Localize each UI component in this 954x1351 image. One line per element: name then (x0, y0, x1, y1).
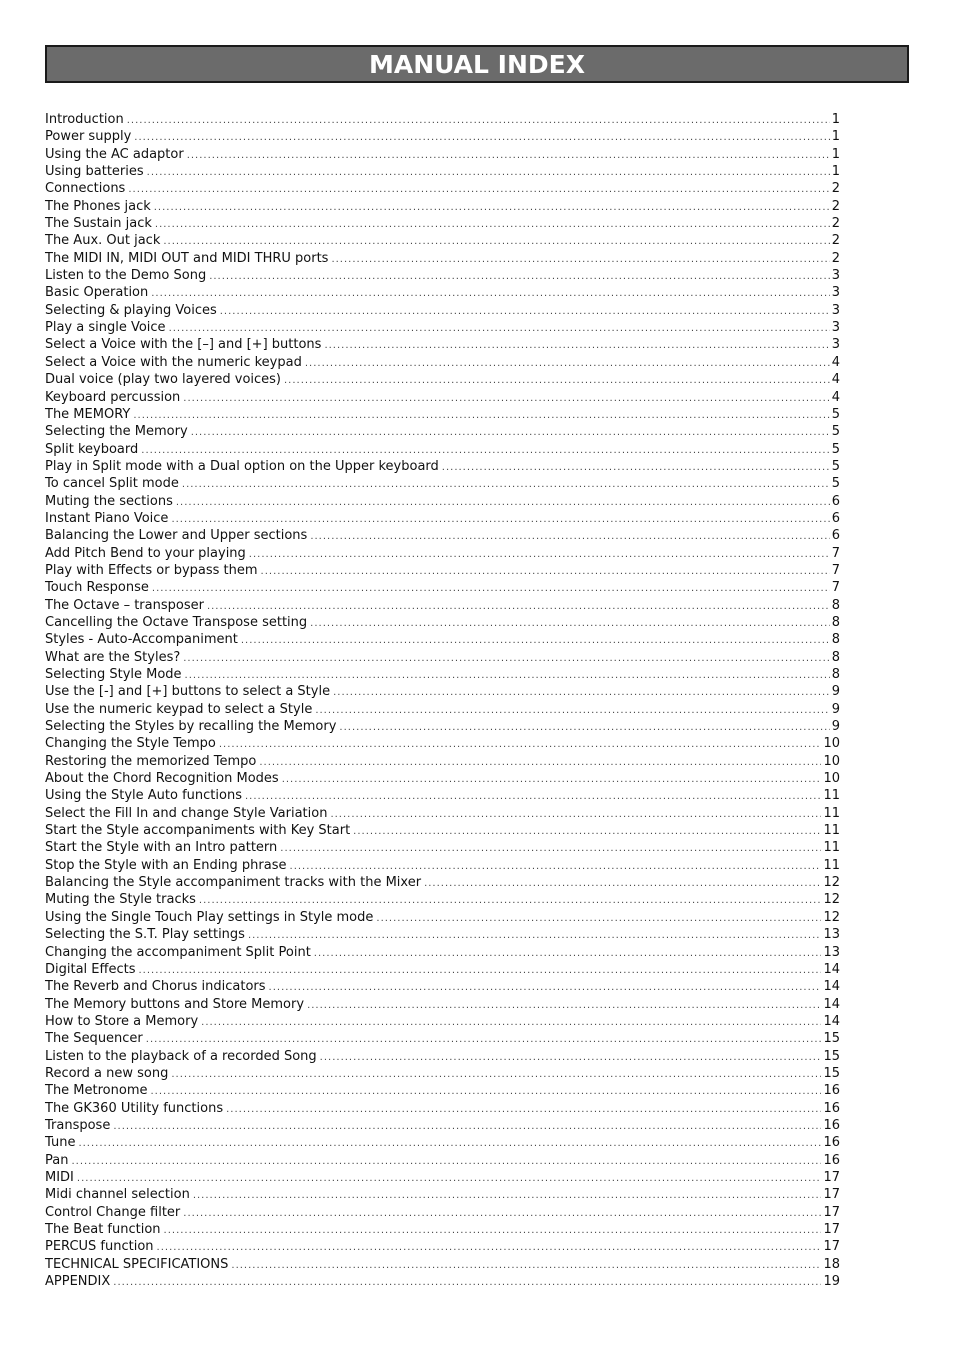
toc-leader-dots (226, 1101, 821, 1118)
toc-entry-label: The Reverb and Chorus indicators (45, 979, 266, 995)
toc-leader-dots (176, 494, 830, 511)
toc-leader-dots (305, 355, 830, 372)
toc-entry-page-number: 4 (831, 354, 840, 370)
toc-leader-dots (134, 129, 829, 146)
toc-entry-page-number: 2 (831, 198, 840, 214)
toc-entry-label: The MIDI IN, MIDI OUT and MIDI THRU ports (45, 250, 329, 266)
toc-entry[interactable] (45, 631, 840, 648)
toc-entry-page-number: 5 (831, 441, 840, 457)
toc-entry-label: Listen to the Demo Song (45, 268, 207, 284)
toc-entry-label: Muting the sections (45, 493, 173, 509)
toc-entry-page-number: 3 (831, 320, 840, 336)
toc-entry-label: Styles - Auto-Accompaniment (45, 632, 238, 648)
toc-entry-page-number: 16 (823, 1083, 840, 1099)
toc-leader-dots (128, 181, 829, 198)
toc-leader-dots (147, 164, 830, 181)
toc-entry-label: Select a Voice with the [–] and [+] buttons (45, 337, 322, 353)
toc-entry-page-number: 5 (831, 476, 840, 492)
toc-entry-page-number: 12 (823, 892, 840, 908)
toc-entry[interactable] (45, 961, 840, 978)
toc-entry[interactable] (45, 284, 840, 301)
toc-entry-page-number: 11 (823, 805, 840, 821)
toc-entry[interactable] (45, 562, 840, 579)
toc-leader-dots (376, 910, 821, 927)
toc-leader-dots (284, 372, 830, 389)
toc-leader-dots (220, 303, 830, 320)
toc-entry-label: Split keyboard (45, 441, 139, 457)
toc-entry-page-number: 15 (823, 1031, 840, 1047)
toc-entry-label: Use the numeric keypad to select a Style (45, 701, 313, 717)
toc-entry-page-number: 3 (831, 285, 840, 301)
toc-entry[interactable] (45, 1221, 840, 1238)
toc-leader-dots (248, 927, 822, 944)
toc-entry-label: Transpose (45, 1117, 111, 1133)
toc-entry-page-number: 16 (823, 1117, 840, 1133)
toc-leader-dots (209, 268, 830, 285)
toc-entry[interactable] (45, 232, 840, 249)
toc-entry[interactable] (45, 926, 840, 943)
toc-leader-dots (113, 1118, 821, 1135)
toc-leader-dots (310, 615, 830, 632)
toc-entry[interactable] (45, 1030, 840, 1047)
toc-entry-page-number: 2 (831, 233, 840, 249)
toc-entry[interactable] (45, 215, 840, 232)
toc-entry[interactable] (45, 1117, 840, 1134)
toc-entry-page-number: 10 (823, 736, 840, 752)
toc-entry-label: Tune (45, 1135, 76, 1151)
toc-entry[interactable] (45, 336, 840, 353)
toc-leader-dots (310, 528, 829, 545)
toc-leader-dots (182, 476, 830, 493)
toc-entry[interactable] (45, 753, 840, 770)
toc-entry[interactable] (45, 649, 840, 666)
toc-entry-page-number: 11 (823, 857, 840, 873)
toc-entry[interactable] (45, 163, 840, 180)
toc-entry-label: Stop the Style with an Ending phrase (45, 857, 287, 873)
toc-entry[interactable] (45, 787, 840, 804)
toc-entry-label: Restoring the memorized Tempo (45, 753, 257, 769)
toc-entry-page-number: 2 (831, 181, 840, 197)
toc-entry-label: APPENDIX (45, 1274, 111, 1290)
toc-leader-dots (185, 667, 830, 684)
toc-entry[interactable] (45, 770, 840, 787)
toc-entry-page-number: 14 (823, 961, 840, 977)
toc-entry-page-number: 1 (831, 146, 840, 162)
toc-entry-label: Changing the accompaniment Split Point (45, 944, 311, 960)
toc-entry-label: Pan (45, 1152, 69, 1168)
toc-entry[interactable] (45, 805, 840, 822)
toc-entry-label: Changing the Style Tempo (45, 736, 216, 752)
toc-leader-dots (333, 684, 830, 701)
toc-entry-label: Use the [-] and [+] buttons to select a Style (45, 684, 331, 700)
toc-entry[interactable] (45, 1013, 840, 1030)
toc-entry-label: Muting the Style tracks (45, 892, 196, 908)
toc-entry[interactable] (45, 458, 840, 475)
toc-leader-dots (152, 580, 830, 597)
toc-leader-dots (163, 233, 829, 250)
toc-entry-label: The Aux. Out jack (45, 233, 161, 249)
toc-entry-page-number: 9 (831, 701, 840, 717)
toc-entry-page-number: 16 (823, 1152, 840, 1168)
toc-leader-dots (259, 754, 821, 771)
toc-entry-label: To cancel Split mode (45, 476, 179, 492)
toc-leader-dots (207, 598, 830, 615)
toc-entry[interactable] (45, 718, 840, 735)
page-title: MANUAL INDEX (369, 49, 585, 79)
toc-entry-page-number: 12 (823, 875, 840, 891)
toc-entry[interactable] (45, 1100, 840, 1117)
toc-leader-dots (219, 736, 822, 753)
toc-leader-dots (201, 1014, 821, 1031)
toc-entry-label: The Octave – transposer (45, 597, 204, 613)
toc-leader-dots (320, 1049, 822, 1066)
toc-leader-dots (331, 251, 829, 268)
toc-entry-page-number: 6 (831, 510, 840, 526)
toc-entry[interactable] (45, 666, 840, 683)
toc-entry[interactable] (45, 579, 840, 596)
title-banner (45, 45, 909, 83)
toc-leader-dots (290, 858, 822, 875)
toc-entry-label: Selecting the Styles by recalling the Memory (45, 719, 337, 735)
toc-entry-label: Balancing the Lower and Upper sections (45, 528, 308, 544)
toc-entry[interactable] (45, 371, 840, 388)
toc-entry[interactable] (45, 1082, 840, 1099)
toc-leader-dots (127, 112, 830, 129)
toc-entry-page-number: 1 (831, 164, 840, 180)
toc-entry[interactable] (45, 1256, 840, 1273)
toc-entry-page-number: 1 (831, 112, 840, 127)
toc-entry-label: Play in Split mode with a Dual option on the Upper keyboard (45, 458, 439, 474)
toc-leader-dots (155, 216, 830, 233)
toc-entry[interactable] (45, 944, 840, 961)
toc-entry-page-number: 7 (831, 580, 840, 596)
toc-entry[interactable] (45, 701, 840, 718)
toc-entry-page-number: 6 (831, 528, 840, 544)
toc-entry-label: Cancelling the Octave Transpose setting (45, 614, 308, 630)
toc-entry[interactable] (45, 735, 840, 752)
toc-leader-dots (113, 1274, 821, 1291)
toc-entry-page-number: 15 (823, 1048, 840, 1064)
toc-entry[interactable] (45, 545, 840, 562)
toc-entry-label: About the Chord Recognition Modes (45, 771, 279, 787)
toc-entry[interactable] (45, 597, 840, 614)
toc-entry[interactable] (45, 1152, 840, 1169)
toc-leader-dots (269, 979, 822, 996)
toc-leader-dots (241, 632, 830, 649)
toc-entry-label: Select a Voice with the numeric keypad (45, 354, 302, 370)
toc-entry-page-number: 15 (823, 1065, 840, 1081)
toc-entry-page-number: 2 (831, 216, 840, 232)
toc-entry-page-number: 14 (823, 996, 840, 1012)
toc-entry-label: Using the AC adaptor (45, 146, 184, 162)
toc-entry[interactable] (45, 1048, 840, 1065)
toc-entry[interactable] (45, 614, 840, 631)
toc-entry-page-number: 14 (823, 979, 840, 995)
toc-entry-page-number: 8 (831, 632, 840, 648)
toc-entry-label: The Metronome (45, 1083, 148, 1099)
toc-entry-label: Listen to the playback of a recorded Song (45, 1048, 317, 1064)
toc-leader-dots (424, 875, 821, 892)
toc-entry-page-number: 9 (831, 719, 840, 735)
toc-entry-page-number: 11 (823, 788, 840, 804)
toc-entry[interactable] (45, 1186, 840, 1203)
toc-entry-label: Using the Single Touch Play settings in Style mode (45, 909, 374, 925)
toc-entry-label: Using batteries (45, 164, 144, 180)
toc-entry-label: The Beat function (45, 1222, 161, 1237)
toc-entry-page-number: 14 (823, 1013, 840, 1029)
toc-entry-label: Play a single Voice (45, 320, 166, 336)
toc-entry-page-number: 6 (831, 493, 840, 509)
toc-entry-label: The Memory buttons and Store Memory (45, 996, 305, 1012)
toc-entry[interactable] (45, 1238, 840, 1255)
toc-leader-dots (171, 511, 829, 528)
toc-entry[interactable] (45, 822, 840, 839)
toc-leader-dots (164, 1222, 822, 1239)
toc-entry-page-number: 17 (823, 1204, 840, 1220)
toc-entry[interactable] (45, 302, 840, 319)
toc-entry-label: Selecting the S.T. Play settings (45, 927, 245, 943)
toc-entry-label: The Sequencer (45, 1031, 143, 1047)
toc-entry-label: Start the Style accompaniments with Key Start (45, 823, 351, 839)
toc-entry-page-number: 3 (831, 302, 840, 318)
toc-leader-dots (280, 840, 821, 857)
toc-entry-label: How to Store a Memory (45, 1013, 199, 1029)
toc-entry[interactable] (45, 389, 840, 406)
toc-entry-page-number: 8 (831, 649, 840, 665)
toc-entry-page-number: 17 (823, 1239, 840, 1255)
toc-leader-dots (157, 1239, 822, 1256)
toc-entry[interactable] (45, 891, 840, 908)
toc-entry-page-number: 8 (831, 667, 840, 682)
toc-entry-page-number: 18 (823, 1256, 840, 1272)
toc-entry-page-number: 16 (823, 1135, 840, 1151)
toc-entry[interactable] (45, 475, 840, 492)
toc-entry-page-number: 13 (823, 927, 840, 943)
toc-leader-dots (231, 1257, 821, 1274)
toc-leader-dots (187, 147, 830, 164)
toc-leader-dots (169, 320, 830, 337)
toc-entry-label: TECHNICAL SPECIFICATIONS (45, 1256, 229, 1272)
toc-entry[interactable] (45, 493, 840, 510)
toc-leader-dots (171, 1066, 821, 1083)
toc-entry-page-number: 19 (823, 1274, 840, 1290)
toc-entry-label: Instant Piano Voice (45, 510, 169, 526)
toc-entry-label: PERCUS function (45, 1239, 154, 1255)
toc-entry-page-number: 5 (831, 406, 840, 422)
toc-entry-label: What are the Styles? (45, 649, 181, 665)
toc-entry-label: Connections (45, 181, 126, 197)
toc-entry[interactable] (45, 354, 840, 371)
toc-leader-dots (315, 702, 829, 719)
toc-entry-label: Select the Fill In and change Style Variation (45, 805, 328, 821)
toc-entry-label: Midi channel selection (45, 1187, 190, 1203)
toc-entry-page-number: 7 (831, 545, 840, 561)
toc-entry-label: Basic Operation (45, 285, 149, 301)
toc-entry[interactable] (45, 996, 840, 1013)
toc-entry-page-number: 3 (831, 337, 840, 353)
toc-entry-label: The MEMORY (45, 406, 131, 422)
toc-entry-page-number: 16 (823, 1100, 840, 1116)
toc-entry-page-number: 5 (831, 424, 840, 440)
toc-entry[interactable] (45, 128, 840, 145)
toc-entry-label: Record a new song (45, 1065, 169, 1081)
toc-entry-label: Dual voice (play two layered voices) (45, 372, 281, 388)
toc-entry-label: The Phones jack (45, 198, 151, 214)
toc-entry[interactable] (45, 146, 840, 163)
toc-entry-label: Selecting the Memory (45, 424, 188, 440)
toc-entry-label: Selecting Style Mode (45, 667, 182, 682)
toc-entry-page-number: 10 (823, 771, 840, 787)
toc-leader-dots (261, 563, 830, 580)
toc-entry-page-number: 8 (831, 614, 840, 630)
toc-leader-dots (78, 1135, 821, 1152)
toc-entry[interactable] (45, 1134, 840, 1151)
toc-leader-dots (282, 771, 822, 788)
toc-entry-page-number: 17 (823, 1187, 840, 1203)
toc-leader-dots (71, 1153, 821, 1170)
toc-entry[interactable] (45, 319, 840, 336)
toc-entry[interactable] (45, 510, 840, 527)
toc-entry-page-number: 7 (831, 562, 840, 578)
toc-entry-page-number: 5 (831, 458, 840, 474)
toc-entry-label: Power supply (45, 129, 132, 145)
toc-entry[interactable] (45, 1204, 840, 1221)
toc-leader-dots (193, 1187, 822, 1204)
toc-leader-dots (199, 892, 822, 909)
toc-leader-dots (330, 806, 821, 823)
toc-entry-label: Start the Style with an Intro pattern (45, 840, 278, 856)
toc-leader-dots (146, 1031, 822, 1048)
toc-entry[interactable] (45, 978, 840, 995)
toc-entry-page-number: 11 (823, 823, 840, 839)
toc-entry-label: Introduction (45, 112, 124, 127)
toc-entry-label: Touch Response (45, 580, 149, 596)
toc-entry[interactable] (45, 683, 840, 700)
toc-entry-page-number: 12 (823, 909, 840, 925)
toc-entry-page-number: 4 (831, 389, 840, 405)
toc-entry-page-number: 4 (831, 372, 840, 388)
toc-leader-dots (183, 1205, 821, 1222)
toc-entry[interactable] (45, 839, 840, 856)
toc-entry-label: The GK360 Utility functions (45, 1100, 224, 1116)
toc-entry[interactable] (45, 423, 840, 440)
toc-entry-label: Add Pitch Bend to your playing (45, 545, 246, 561)
toc-entry-label: Digital Effects (45, 961, 136, 977)
toc-leader-dots (141, 442, 829, 459)
toc-entry-label: MIDI (45, 1169, 74, 1185)
toc-entry-page-number: 8 (831, 597, 840, 613)
toc-leader-dots (154, 199, 830, 216)
toc-entry-label: Control Change filter (45, 1204, 181, 1220)
toc-leader-dots (191, 424, 830, 441)
toc-entry[interactable] (45, 527, 840, 544)
toc-entry-label: Selecting & playing Voices (45, 302, 217, 318)
toc-entry[interactable] (45, 180, 840, 197)
toc-entry[interactable] (45, 198, 840, 215)
toc-entry-label: The Sustain jack (45, 216, 152, 232)
toc-entry-page-number: 11 (823, 840, 840, 856)
toc-entry-page-number: 17 (823, 1222, 840, 1237)
toc-entry-page-number: 3 (831, 268, 840, 284)
toc-entry-page-number: 13 (823, 944, 840, 960)
toc-entry-page-number: 17 (823, 1169, 840, 1185)
toc-entry[interactable] (45, 1273, 840, 1290)
toc-leader-dots (314, 945, 822, 962)
toc-entry[interactable] (45, 111, 840, 128)
toc-leader-dots (77, 1170, 822, 1187)
toc-leader-dots (138, 962, 821, 979)
toc-entry-page-number: 9 (831, 684, 840, 700)
toc-entry[interactable] (45, 857, 840, 874)
toc-leader-dots (183, 390, 829, 407)
toc-entry[interactable] (45, 874, 840, 891)
toc-entry[interactable] (45, 267, 840, 284)
toc-entry-page-number: 2 (831, 250, 840, 266)
toc-leader-dots (307, 997, 821, 1014)
toc-entry[interactable] (45, 909, 840, 926)
toc-entry-label: Using the Style Auto functions (45, 788, 242, 804)
toc-entry-label: Balancing the Style accompaniment tracks with the Mixer (45, 875, 422, 891)
toc-leader-dots (151, 285, 829, 302)
toc-leader-dots (133, 407, 829, 424)
toc-leader-dots (353, 823, 821, 840)
toc-leader-dots (245, 788, 821, 805)
toc-entry[interactable] (45, 441, 840, 458)
toc-entry-page-number: 10 (823, 753, 840, 769)
toc-leader-dots (151, 1083, 822, 1100)
toc-entry-label: Play with Effects or bypass them (45, 562, 258, 578)
toc-leader-dots (249, 546, 830, 563)
table-of-contents (45, 111, 840, 1290)
toc-entry[interactable] (45, 1169, 840, 1186)
toc-leader-dots (339, 719, 829, 736)
toc-entry-label: Keyboard percussion (45, 389, 181, 405)
toc-entry[interactable] (45, 250, 840, 267)
toc-entry[interactable] (45, 1065, 840, 1082)
toc-entry-page-number: 1 (831, 129, 840, 145)
toc-leader-dots (442, 459, 830, 476)
toc-leader-dots (183, 650, 829, 667)
toc-entry[interactable] (45, 406, 840, 423)
toc-leader-dots (324, 337, 829, 354)
